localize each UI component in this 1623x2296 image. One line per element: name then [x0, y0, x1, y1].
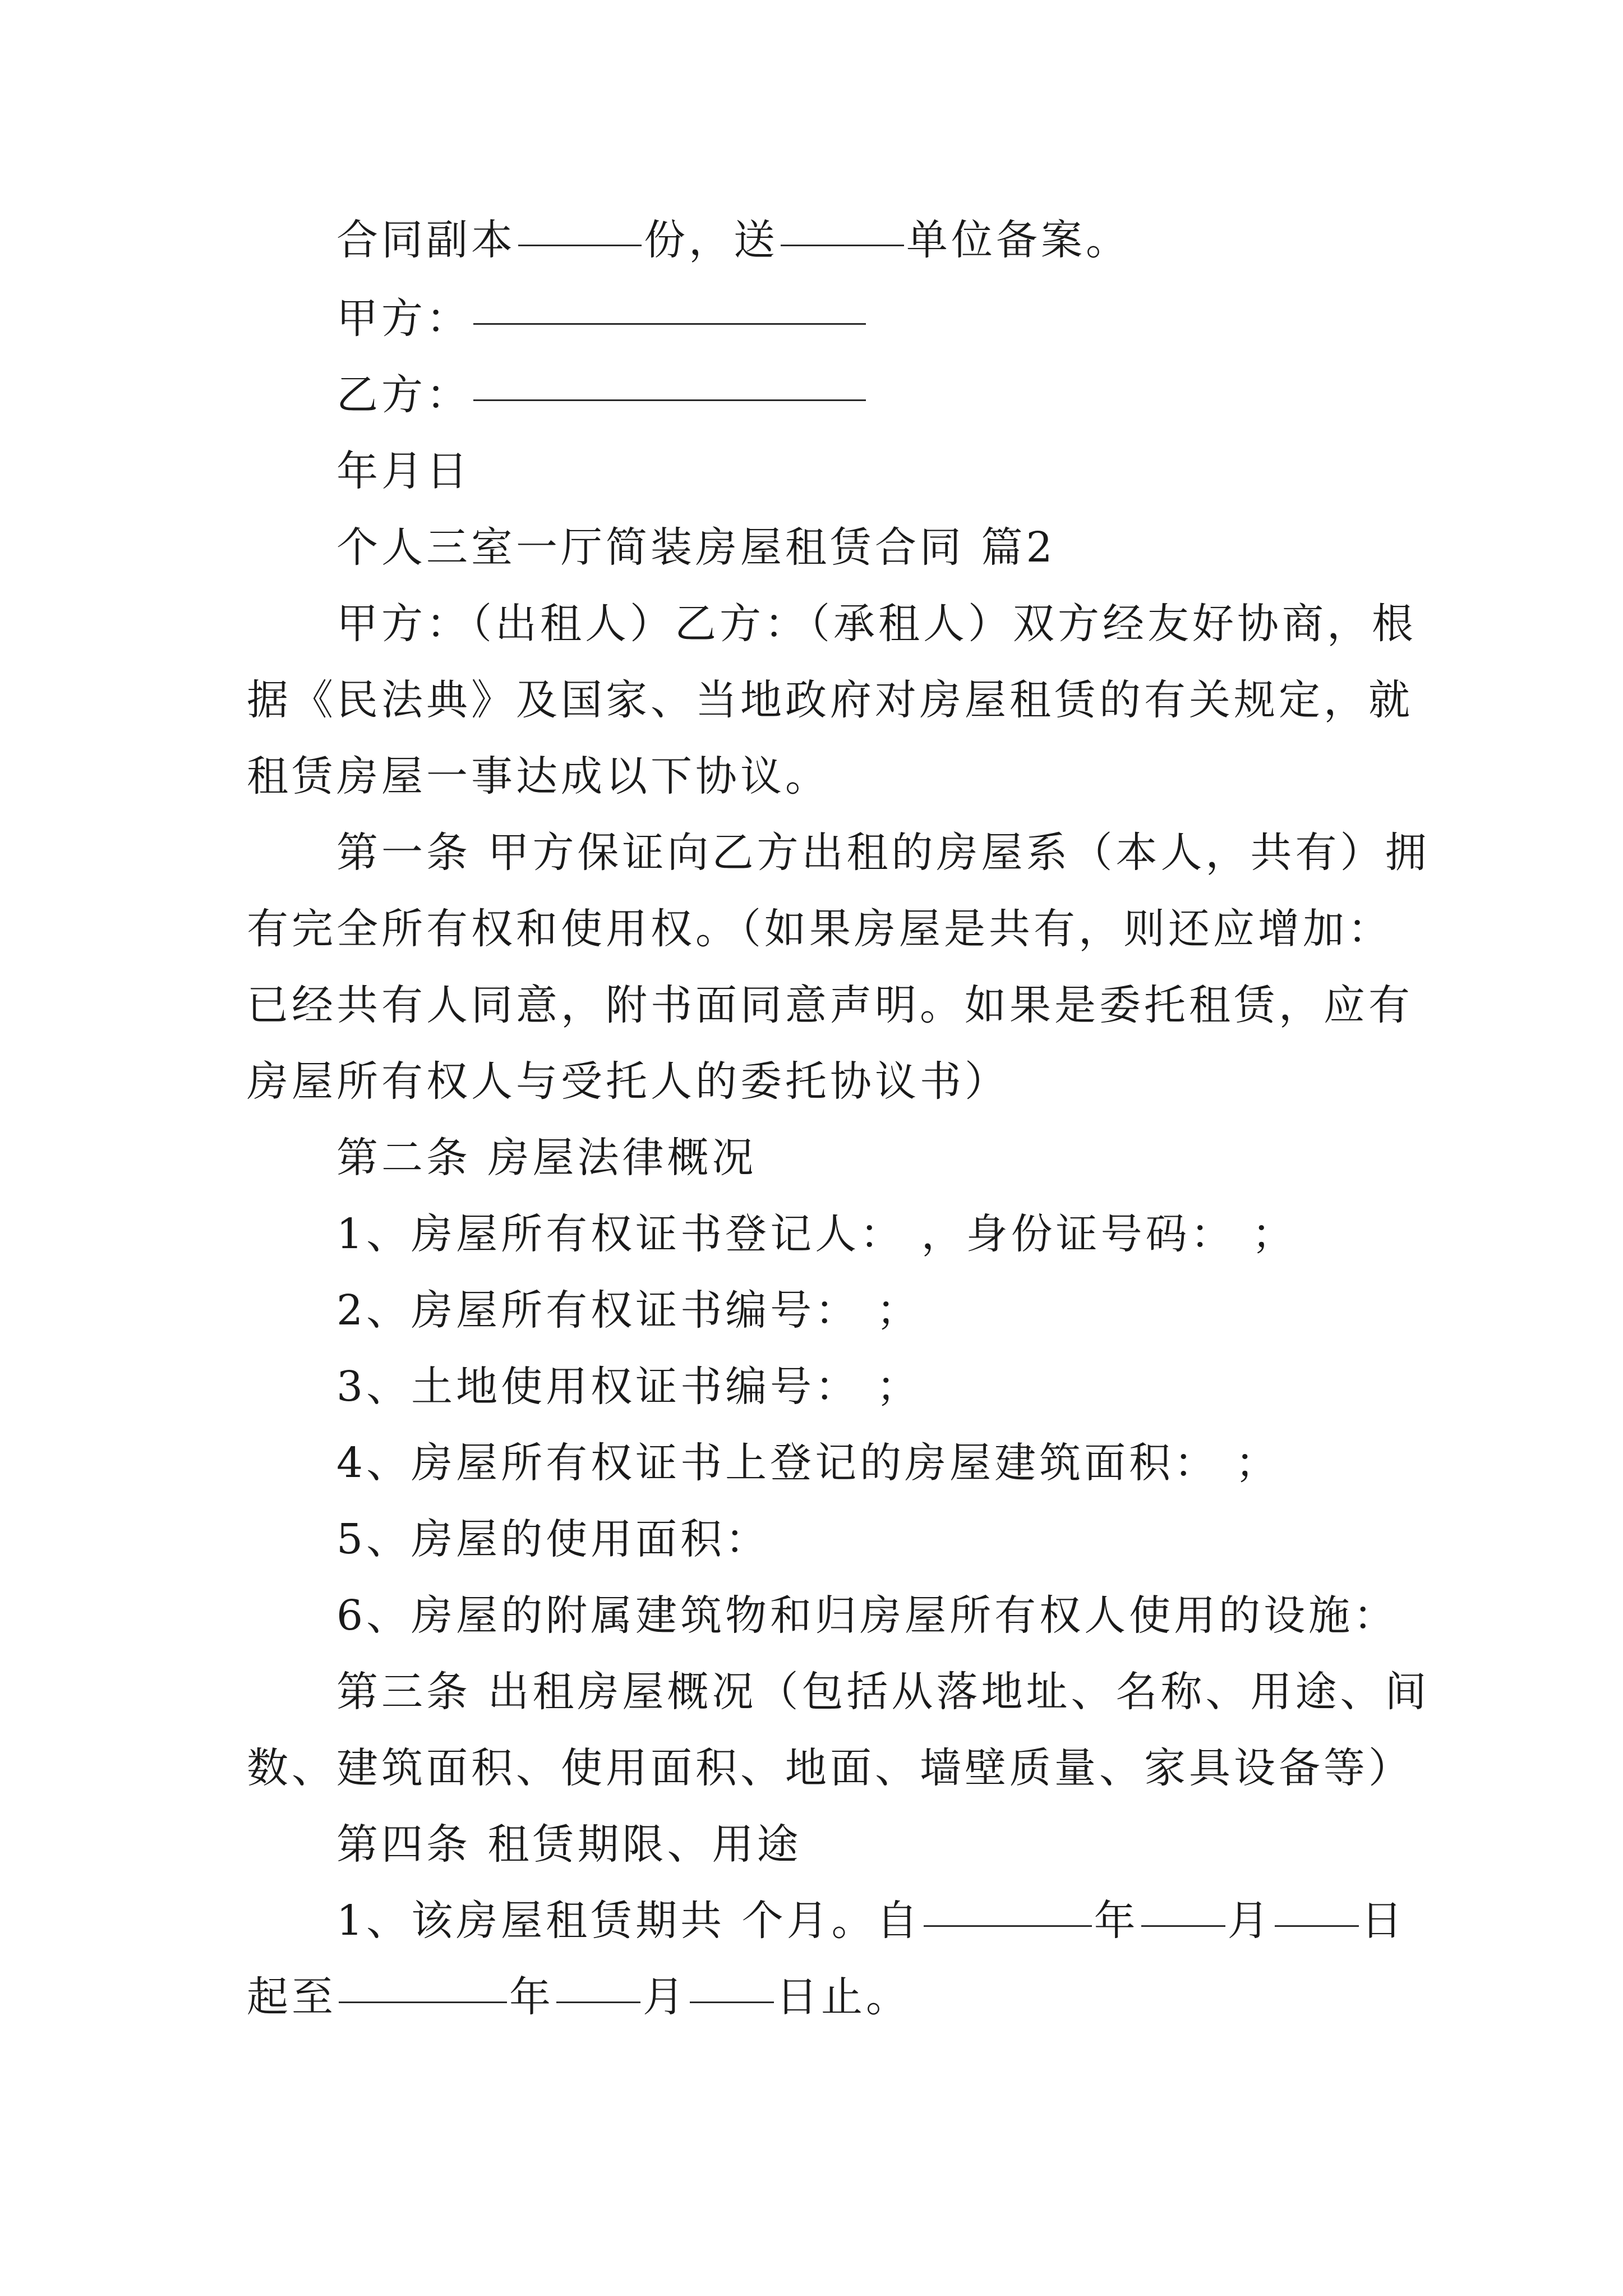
month-label: 月 [1227, 1897, 1272, 1945]
article-4-heading [336, 1818, 802, 1871]
list-item-text: 5、房屋的使用面积： [336, 1515, 771, 1563]
party-b-line [336, 368, 868, 422]
section-title [336, 521, 1056, 574]
article-text: 已经共有人同意，附书面同意声明。如果是委托租赁，应有 [247, 981, 1413, 1029]
article-text: 有完全所有权和使用权。（如果房屋是共有，则还应增加： [247, 905, 1393, 953]
article-heading-text: 第二条 房屋法律概况 [336, 1134, 757, 1182]
article-text: 第三条 出租房屋概况（包括从落地址、名称、用途、间 [336, 1668, 1430, 1716]
start-day-blank [1275, 1925, 1359, 1927]
article-2-item [336, 1436, 1280, 1490]
paragraph-line [336, 597, 1417, 651]
year-label: 年 [1094, 1897, 1139, 1945]
start-year-blank [924, 1925, 1092, 1927]
lease-term-text: 1、该房屋租赁期共 个月。自 [336, 1897, 921, 1945]
article-2-item [336, 1589, 1398, 1642]
paragraph-text: 租赁房屋一事达成以下协议。 [247, 752, 830, 800]
copies-count-blank [518, 245, 642, 246]
date-line [336, 444, 471, 498]
copies-line [336, 213, 1131, 267]
day-label: 日 [1361, 1897, 1406, 1945]
section-title-text: 个人三室一厅简装房屋租赁合同 篇2 [336, 523, 1056, 572]
party-a-line [336, 292, 868, 346]
date-text: 年月日 [336, 447, 471, 495]
article-text: 第一条 甲方保证向乙方出租的房屋系（本人，共有）拥 [336, 829, 1430, 877]
paragraph-line [247, 673, 1413, 727]
list-item-text: 2、房屋所有权证书编号： ； [336, 1286, 921, 1335]
party-b-signature-blank [473, 399, 866, 401]
list-item-text: 3、土地使用权证书编号： ； [336, 1363, 921, 1411]
lease-term-line [336, 1894, 1406, 1948]
article-heading-text: 第四条 租赁期限、用途 [336, 1820, 802, 1869]
paragraph-text: 甲方：（出租人）乙方：（承租人）双方经友好协商，根 [336, 600, 1417, 648]
article-2-heading [336, 1131, 757, 1185]
paragraph-text: 据《民法典》及国家、当地政府对房屋租赁的有关规定，就 [247, 676, 1413, 724]
start-month-blank [1141, 1925, 1225, 1927]
article-1-line [336, 826, 1430, 880]
article-3-line [247, 1741, 1413, 1795]
end-year-blank [339, 2001, 507, 2003]
article-1-line [247, 902, 1393, 956]
article-1-line [247, 1055, 1009, 1108]
end-month-blank [556, 2001, 640, 2003]
lease-term-line [247, 1970, 911, 2024]
article-2-item [336, 1360, 921, 1414]
year-label: 年 [509, 1973, 554, 2021]
article-2-item [336, 1512, 770, 1566]
article-text: 数、建筑面积、使用面积、地面、墙壁质量、家具设备等） [247, 1744, 1413, 1792]
party-b-label: 乙方： [336, 371, 471, 419]
paragraph-line [247, 749, 830, 803]
day-end-label: 日止。 [776, 1973, 911, 2021]
article-2-item [336, 1207, 1297, 1261]
filing-unit-blank [781, 245, 904, 246]
end-day-blank [690, 2001, 774, 2003]
article-2-item [336, 1283, 921, 1337]
article-3-line [336, 1665, 1430, 1719]
month-label: 月 [643, 1973, 688, 2021]
party-a-signature-blank [473, 323, 866, 325]
list-item-text: 4、房屋所有权证书上登记的房屋建筑面积： ； [336, 1439, 1280, 1487]
article-text: 房屋所有权人与受托人的委托协议书） [247, 1057, 1009, 1106]
article-1-line [247, 978, 1413, 1032]
copies-text-1: 合同副本 [336, 216, 516, 264]
copies-text-2: 份，送 [644, 216, 778, 264]
lease-term-text: 起至 [247, 1973, 336, 2021]
copies-text-3: 单位备案。 [906, 216, 1131, 264]
list-item-text: 1、房屋所有权证书登记人： ，身份证号码： ； [336, 1210, 1297, 1258]
list-item-text: 6、房屋的附属建筑物和归房屋所有权人使用的设施： [336, 1591, 1399, 1640]
party-a-label: 甲方： [336, 295, 471, 343]
